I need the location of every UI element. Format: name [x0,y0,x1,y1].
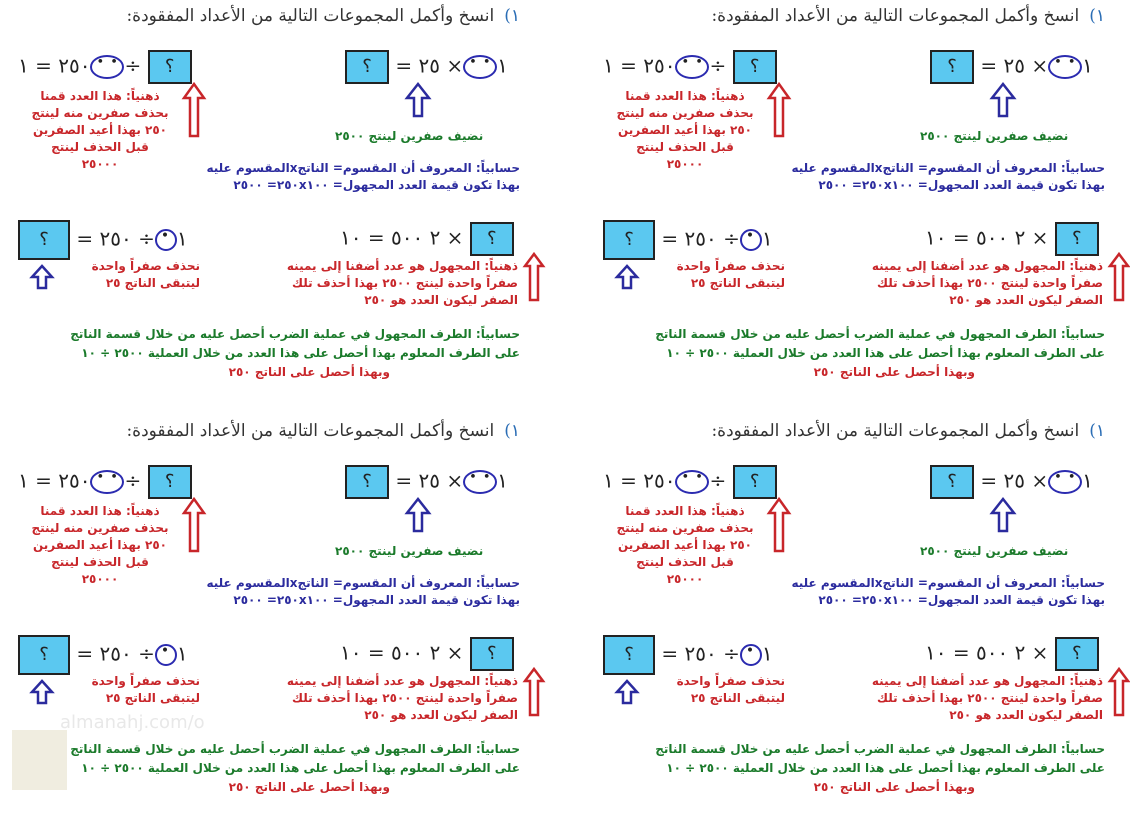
equation-divide-250-text: ÷ ٢٥٠ [99,226,155,251]
equation-equals-one: = ١ [980,468,1093,493]
circled-zeros [1048,55,1082,79]
exercise-number: ١) [504,6,520,26]
equation-divide-250-text: ÷ ٢٥٠ [684,641,740,666]
note-line: الصفر ليكون العدد هو ٢٥٠ [949,708,1103,722]
missing-number-box: ؟ [603,220,655,260]
red-up-arrow-icon [767,82,791,138]
division-sign: ÷ [709,53,727,78]
missing-number-box: ؟ [18,635,70,675]
note-mental-division [20,88,180,173]
exercise-panel [0,0,540,400]
equation-divide-250 [18,50,192,84]
panel-top-left [0,0,540,400]
exercise-panel [585,415,1125,815]
note-line: على الطرف المعلوم بهذا أحصل على هذا العدد من خلال العملية ٢٥٠٠ ÷ ١٠ [81,761,520,775]
note-line: ٢٥٠٠٠ [666,572,704,586]
red-up-arrow-icon [523,252,545,302]
equation-multiply-10 [925,637,1099,671]
note-line: حسابياً: الطرف المجهول في عملية الضرب أحصل عليه من خلال قسمة الناتج [70,742,520,756]
note-line: حسابياً: الطرف المجهول في عملية الضرب أحصل عليه من خلال قسمة الناتج [655,742,1105,756]
note-line: حسابياً: المعروف أن المقسوم= الناتجxالمقسوم عليه [206,161,520,175]
panel-top-right [585,0,1125,400]
equation-multiply-25 [930,50,1093,84]
note-calculation-bottom [655,325,1105,382]
missing-number-box: ؟ [18,220,70,260]
missing-number-box: ؟ [1055,637,1099,671]
equation-multiply-25 [345,50,508,84]
note-line: بحذف صفرين منه لينتج [616,521,754,535]
equation-times-25: × ٢٥ [418,53,464,78]
equation-multiply-10 [925,222,1099,256]
note-add-zeros: نضيف صفرين لينتج ٢٥٠٠ [335,129,484,143]
note-line: حسابياً: المعروف أن المقسوم= الناتجxالمقسوم عليه [206,576,520,590]
note-line: وبهذا أحصل على الناتج ٢٥٠ [228,365,390,379]
panel-bottom-left [0,415,540,815]
note-line: ذهنياً: هذا العدد قمنا [625,504,745,518]
note-line: ليتبقى الناتج ٢٥ [690,276,785,290]
note-line: ذهنياً: المجهول هو عدد أضفنا إلى يمينه [871,259,1103,273]
equation-250-equals: ٢٥٠ = ١ [18,468,91,493]
missing-number-box: ؟ [733,50,777,84]
note-line: نحذف صفراً واحدة [91,259,200,273]
circled-zero [740,644,762,666]
exercise-instruction: انسخ وأكمل المجموعات التالية من الأعداد المفقودة: [711,6,1080,26]
note-line: بهذا تكون قيمة العدد المجهول= ٢٥٠x١٠٠= ٢٥٠٠ [233,178,520,192]
missing-number-box: ؟ [148,50,192,84]
circled-zeros [1048,470,1082,494]
note-line: على الطرف المعلوم بهذا أحصل على هذا العدد من خلال العملية ٢٥٠٠ ÷ ١٠ [666,346,1105,360]
exercise-title [711,6,1105,26]
missing-number-box: ؟ [603,635,655,675]
watermark-logo [12,730,67,790]
watermark-text: almanahj.com/o [60,712,205,733]
division-sign: ÷ [124,468,142,493]
note-mental-division [605,88,765,173]
note-line: حسابياً: المعروف أن المقسوم= الناتجxالمقسوم عليه [791,576,1105,590]
equation-multiply-25 [930,465,1093,499]
missing-number-box: ؟ [470,637,514,671]
note-add-zeros: نضيف صفرين لينتج ٢٥٠٠ [920,129,1069,143]
missing-number-box: ؟ [733,465,777,499]
note-line: نحذف صفراً واحدة [676,259,785,273]
red-up-arrow-icon [1108,252,1130,302]
blue-up-arrow-icon [30,679,54,705]
equation-2500: ٢ ٥٠٠ = ١٠ × [340,640,464,665]
equation-multiply-10 [340,637,514,671]
note-line: قبل الحذف لينتج [636,555,734,569]
note-line: قبل الحذف لينتج [51,140,149,154]
blue-up-arrow-icon [405,497,431,533]
note-calculation [206,160,520,194]
missing-number-box: ؟ [930,50,974,84]
note-line: ذهنياً: هذا العدد قمنا [40,89,160,103]
equation-equals-one: = ١ [395,468,508,493]
equation-divide-250 [603,50,777,84]
note-line: بهذا تكون قيمة العدد المجهول= ٢٥٠x١٠٠= ٢٥٠٠ [818,178,1105,192]
red-up-arrow-icon [182,497,206,553]
note-line: ذهنياً: هذا العدد قمنا [40,504,160,518]
equation-250-equals: ٢٥٠ = ١ [603,468,676,493]
note-mental-multiply [287,258,518,309]
note-line: ٢٥٠ بهذا أعيد الصفرين [618,123,752,137]
equation-multiply-10 [340,222,514,256]
note-line: بحذف صفرين منه لينتج [616,106,754,120]
note-line: حسابياً: الطرف المجهول في عملية الضرب أحصل عليه من خلال قسمة الناتج [655,327,1105,341]
equation-equals-one: = ١ [76,641,188,666]
equation-divide-by-250 [603,635,773,675]
equation-2500: ٢ ٥٠٠ = ١٠ × [925,225,1049,250]
blue-up-arrow-icon [615,264,639,290]
note-line: ذهنياً: المجهول هو عدد أضفنا إلى يمينه [286,674,518,688]
equation-divide-250 [603,465,777,499]
exercise-title [711,421,1105,441]
note-line: حسابياً: الطرف المجهول في عملية الضرب أحصل عليه من خلال قسمة الناتج [70,327,520,341]
note-line: ليتبقى الناتج ٢٥ [690,691,785,705]
exercise-number: ١) [1089,421,1105,441]
equation-divide-250-text: ÷ ٢٥٠ [684,226,740,251]
note-calculation [791,575,1105,609]
circled-zeros [90,55,124,79]
note-line: حسابياً: المعروف أن المقسوم= الناتجxالمقسوم عليه [791,161,1105,175]
equation-times-25: × ٢٥ [418,468,464,493]
note-line: ٢٥٠٠٠ [666,157,704,171]
exercise-panel [0,415,540,815]
note-line: بهذا تكون قيمة العدد المجهول= ٢٥٠x١٠٠= ٢٥٠٠ [233,593,520,607]
circled-zero [155,644,177,666]
note-line: ليتبقى الناتج ٢٥ [105,691,200,705]
circled-zeros [463,55,497,79]
note-line: صفراً واحدة لينتج ٢٥٠٠ بهذا أحذف تلك [877,691,1103,705]
note-line: ٢٥٠٠٠ [81,572,119,586]
blue-up-arrow-icon [30,264,54,290]
exercise-instruction: انسخ وأكمل المجموعات التالية من الأعداد المفقودة: [126,6,495,26]
note-remove-zero [677,673,785,707]
note-mental-division [605,503,765,588]
note-calculation-bottom [655,740,1105,797]
circled-zeros [675,470,709,494]
note-line: ذهنياً: المجهول هو عدد أضفنا إلى يمينه [871,674,1103,688]
equation-multiply-25 [345,465,508,499]
missing-number-box: ؟ [470,222,514,256]
note-line: الصفر ليكون العدد هو ٢٥٠ [364,708,518,722]
equation-divide-by-250 [18,220,188,260]
note-line: صفراً واحدة لينتج ٢٥٠٠ بهذا أحذف تلك [292,276,518,290]
note-calculation-bottom [70,325,520,382]
note-line: نحذف صفراً واحدة [91,674,200,688]
equation-times-25: × ٢٥ [1003,53,1049,78]
red-up-arrow-icon [1108,667,1130,717]
missing-number-box: ؟ [345,50,389,84]
equation-equals-one: = ١ [661,641,773,666]
circled-zero [155,229,177,251]
red-up-arrow-icon [182,82,206,138]
equation-250-equals: ٢٥٠ = ١ [603,53,676,78]
note-line: ذهنياً: هذا العدد قمنا [625,89,745,103]
equation-times-25: × ٢٥ [1003,468,1049,493]
exercise-instruction: انسخ وأكمل المجموعات التالية من الأعداد المفقودة: [126,421,495,441]
equation-2500: ٢ ٥٠٠ = ١٠ × [925,640,1049,665]
note-line: بحذف صفرين منه لينتج [31,106,169,120]
note-remove-zero [92,673,200,707]
equation-equals-one: = ١ [395,53,508,78]
note-remove-zero [92,258,200,292]
equation-equals-one: = ١ [661,226,773,251]
note-line: قبل الحذف لينتج [636,140,734,154]
equation-250-equals: ٢٥٠ = ١ [18,53,91,78]
exercise-title [126,6,520,26]
note-line: وبهذا أحصل على الناتج ٢٥٠ [813,365,975,379]
circled-zeros [90,470,124,494]
equation-2500: ٢ ٥٠٠ = ١٠ × [340,225,464,250]
missing-number-box: ؟ [1055,222,1099,256]
note-mental-multiply [287,673,518,724]
red-up-arrow-icon [767,497,791,553]
note-line: ٢٥٠٠٠ [81,157,119,171]
note-mental-multiply [872,258,1103,309]
note-add-zeros: نضيف صفرين لينتج ٢٥٠٠ [335,544,484,558]
note-line: قبل الحذف لينتج [51,555,149,569]
note-line: ٢٥٠ بهذا أعيد الصفرين [33,538,167,552]
note-mental-multiply [872,673,1103,724]
note-line: ليتبقى الناتج ٢٥ [105,276,200,290]
note-line: بحذف صفرين منه لينتج [31,521,169,535]
blue-up-arrow-icon [990,82,1016,118]
circled-zeros [675,55,709,79]
missing-number-box: ؟ [345,465,389,499]
equation-divide-by-250 [603,220,773,260]
note-line: ٢٥٠ بهذا أعيد الصفرين [33,123,167,137]
equation-divide-250-text: ÷ ٢٥٠ [99,641,155,666]
note-remove-zero [677,258,785,292]
note-line: ذهنياً: المجهول هو عدد أضفنا إلى يمينه [286,259,518,273]
equation-divide-250 [18,465,192,499]
equation-equals-one: = ١ [980,53,1093,78]
exercise-instruction: انسخ وأكمل المجموعات التالية من الأعداد المفقودة: [711,421,1080,441]
circled-zero [740,229,762,251]
note-calculation [206,575,520,609]
note-line: الصفر ليكون العدد هو ٢٥٠ [949,293,1103,307]
note-line: على الطرف المعلوم بهذا أحصل على هذا العدد من خلال العملية ٢٥٠٠ ÷ ١٠ [81,346,520,360]
note-line: صفراً واحدة لينتج ٢٥٠٠ بهذا أحذف تلك [292,691,518,705]
note-line: وبهذا أحصل على الناتج ٢٥٠ [813,780,975,794]
blue-up-arrow-icon [405,82,431,118]
note-calculation-bottom [70,740,520,797]
exercise-number: ١) [504,421,520,441]
note-line: وبهذا أحصل على الناتج ٢٥٠ [228,780,390,794]
note-add-zeros: نضيف صفرين لينتج ٢٥٠٠ [920,544,1069,558]
exercise-number: ١) [1089,6,1105,26]
blue-up-arrow-icon [615,679,639,705]
missing-number-box: ؟ [930,465,974,499]
note-line: ٢٥٠ بهذا أعيد الصفرين [618,538,752,552]
note-mental-division [20,503,180,588]
blue-up-arrow-icon [990,497,1016,533]
exercise-title [126,421,520,441]
note-calculation [791,160,1105,194]
note-line: صفراً واحدة لينتج ٢٥٠٠ بهذا أحذف تلك [877,276,1103,290]
note-line: نحذف صفراً واحدة [676,674,785,688]
division-sign: ÷ [124,53,142,78]
equation-equals-one: = ١ [76,226,188,251]
note-line: بهذا تكون قيمة العدد المجهول= ٢٥٠x١٠٠= ٢٥٠٠ [818,593,1105,607]
equation-divide-by-250 [18,635,188,675]
panel-bottom-right [585,415,1125,815]
division-sign: ÷ [709,468,727,493]
circled-zeros [463,470,497,494]
red-up-arrow-icon [523,667,545,717]
exercise-panel [585,0,1125,400]
note-line: على الطرف المعلوم بهذا أحصل على هذا العدد من خلال العملية ٢٥٠٠ ÷ ١٠ [666,761,1105,775]
missing-number-box: ؟ [148,465,192,499]
note-line: الصفر ليكون العدد هو ٢٥٠ [364,293,518,307]
